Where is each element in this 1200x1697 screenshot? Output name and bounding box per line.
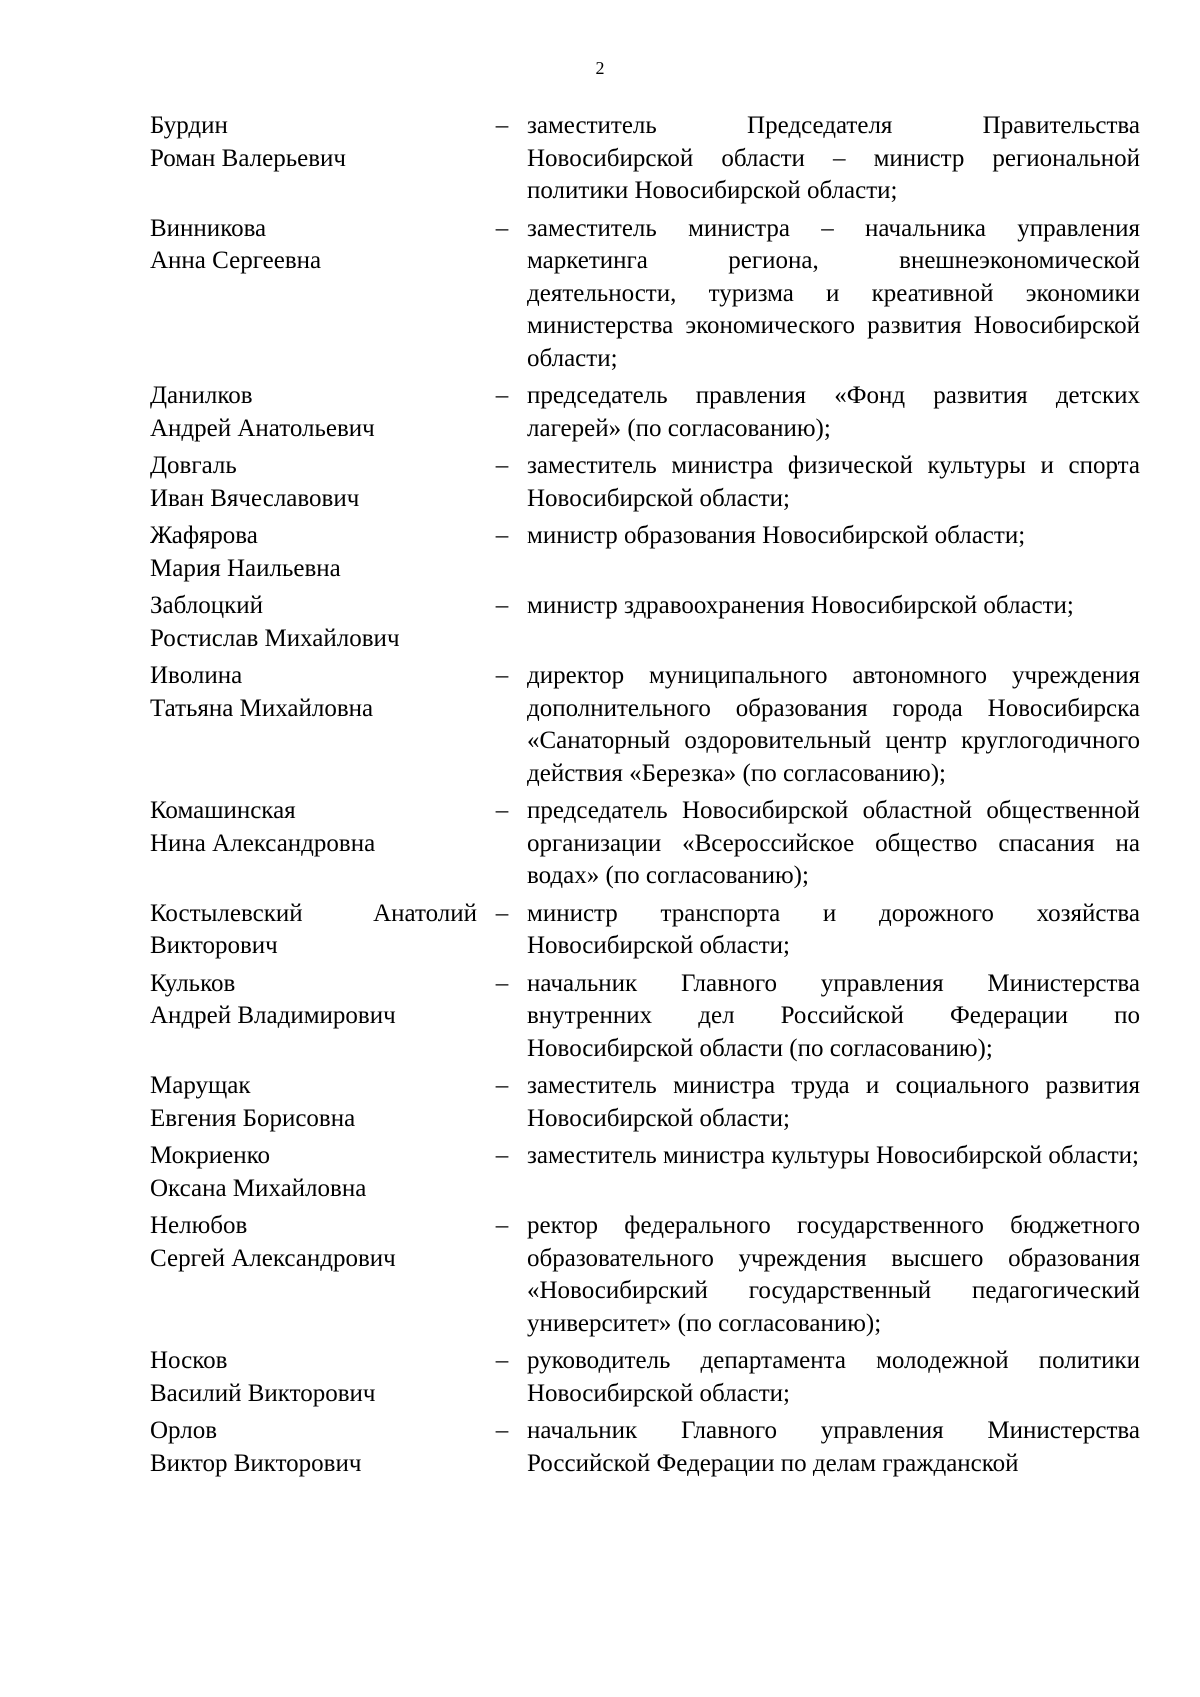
member-surname: Мокриенко — [150, 1142, 270, 1169]
member-position: начальник Главного управления Министерства внутренних дел Российской Федерации по Новосибирской области (по согласованию); — [527, 969, 1140, 1062]
member-name — [150, 1070, 477, 1135]
member-given-names: Сергей Александрович — [150, 1244, 396, 1272]
page-number: 2 — [595, 58, 605, 78]
member-position: председатель Новосибирской областной общественной организации «Всероссийское общество спасания на водах» (по согласованию); — [527, 797, 1140, 889]
member-given-names: Викторович — [150, 932, 278, 959]
member-given-names: Нина Александровна — [150, 829, 376, 857]
member-given-names: Оксана Михайловна — [150, 1174, 367, 1202]
member-surname: Иволина — [150, 662, 243, 689]
member-dash: – — [495, 662, 509, 689]
member-row — [150, 590, 1140, 655]
member-dash: – — [495, 1212, 509, 1239]
member-surname: Кульков — [150, 969, 236, 997]
member-dash: – — [495, 522, 509, 549]
member-given-names: Анна Сергеевна — [150, 247, 322, 274]
member-surname: Костылевский Анатолий — [150, 899, 477, 927]
member-row — [150, 380, 1140, 445]
member-row — [150, 898, 1140, 963]
member-row — [150, 1210, 1140, 1340]
member-position: заместитель министра труда и социального развития Новосибирской области; — [527, 1072, 1140, 1132]
member-surname: Заблоцкий — [150, 592, 263, 619]
member-position: заместитель министра культуры Новосибирской области; — [527, 1142, 1139, 1169]
member-name — [150, 660, 477, 725]
member-position: заместитель министра – начальника управления маркетинга региона, внешнеэкономической деятельности, туризма и креативной экономики министерства экономического развития Новосибирской области; — [527, 214, 1140, 372]
member-dash: – — [495, 969, 509, 997]
member-name — [150, 1345, 477, 1410]
member-dash: – — [495, 382, 509, 409]
member-name — [150, 213, 477, 278]
member-dash: – — [495, 1417, 509, 1444]
member-position: заместитель Председателя Правительства Новосибирской области – министр региональной политики Новосибирской области; — [527, 112, 1140, 204]
member-name — [150, 1415, 477, 1480]
member-name — [150, 968, 477, 1033]
member-given-names: Евгения Борисовна — [150, 1104, 356, 1132]
member-row — [150, 1070, 1140, 1135]
member-given-names: Мария Наильевна — [150, 554, 341, 582]
member-surname: Винникова — [150, 214, 267, 242]
member-row — [150, 110, 1140, 208]
member-position: ректор федерального государственного бюджетного образовательного учреждения высшего образования «Новосибирский государственный педагогический университет» (по согласованию); — [527, 1212, 1140, 1337]
member-given-names: Роман Валерьевич — [150, 144, 346, 172]
member-row — [150, 795, 1140, 893]
member-name — [150, 795, 477, 860]
member-row — [150, 1140, 1140, 1205]
member-name — [150, 898, 477, 963]
member-position: начальник Главного управления Министерства Российской Федерации по делам гражданской — [527, 1417, 1140, 1477]
member-surname: Носков — [150, 1347, 228, 1374]
member-surname: Комашинская — [150, 797, 296, 824]
member-position: председатель правления «Фонд развития детских лагерей» (по согласованию); — [527, 382, 1140, 442]
member-dash: – — [495, 112, 509, 139]
member-name — [150, 110, 477, 175]
member-dash: – — [495, 592, 509, 619]
member-name — [150, 520, 477, 585]
member-row — [150, 968, 1140, 1066]
member-given-names: Андрей Владимирович — [150, 1002, 396, 1029]
member-name — [150, 1140, 477, 1205]
member-name — [150, 450, 477, 515]
member-row — [150, 450, 1140, 515]
member-dash: – — [495, 1072, 509, 1099]
member-surname: Данилков — [150, 382, 253, 409]
member-dash: – — [495, 899, 509, 927]
member-given-names: Андрей Анатольевич — [150, 414, 375, 442]
member-position: директор муниципального автономного учреждения дополнительного образования города Новосибирска «Санаторный оздоровительный центр круглогодичного действия «Березка» (по согласованию); — [527, 662, 1140, 787]
member-given-names: Василий Викторович — [150, 1379, 376, 1407]
member-name — [150, 380, 477, 445]
member-surname: Орлов — [150, 1417, 218, 1444]
member-position: заместитель министра физической культуры и спорта Новосибирской области; — [527, 452, 1140, 512]
member-position: министр здравоохранения Новосибирской области; — [527, 592, 1074, 619]
member-position: руководитель департамента молодежной политики Новосибирской области; — [527, 1347, 1140, 1407]
member-given-names: Иван Вячеславович — [150, 484, 360, 512]
member-surname: Довгаль — [150, 452, 237, 479]
member-dash: – — [495, 1142, 509, 1169]
member-given-names: Ростислав Михайлович — [150, 624, 400, 652]
member-row — [150, 1415, 1140, 1480]
member-name — [150, 590, 477, 655]
member-surname: Марущак — [150, 1072, 251, 1099]
member-row — [150, 660, 1140, 790]
member-list — [150, 110, 1140, 1485]
member-position: министр образования Новосибирской области; — [527, 522, 1026, 549]
member-row — [150, 520, 1140, 585]
member-dash: – — [495, 452, 509, 479]
member-dash: – — [495, 1347, 509, 1374]
member-position: министр транспорта и дорожного хозяйства Новосибирской области; — [527, 899, 1140, 959]
member-given-names: Татьяна Михайловна — [150, 694, 374, 722]
member-row — [150, 1345, 1140, 1410]
member-surname: Жафярова — [150, 522, 258, 549]
member-surname: Бурдин — [150, 112, 228, 139]
member-dash: – — [495, 214, 509, 242]
member-dash: – — [495, 797, 509, 824]
member-surname: Нелюбов — [150, 1212, 248, 1239]
member-name — [150, 1210, 477, 1275]
member-row — [150, 213, 1140, 376]
member-given-names: Виктор Викторович — [150, 1449, 362, 1477]
